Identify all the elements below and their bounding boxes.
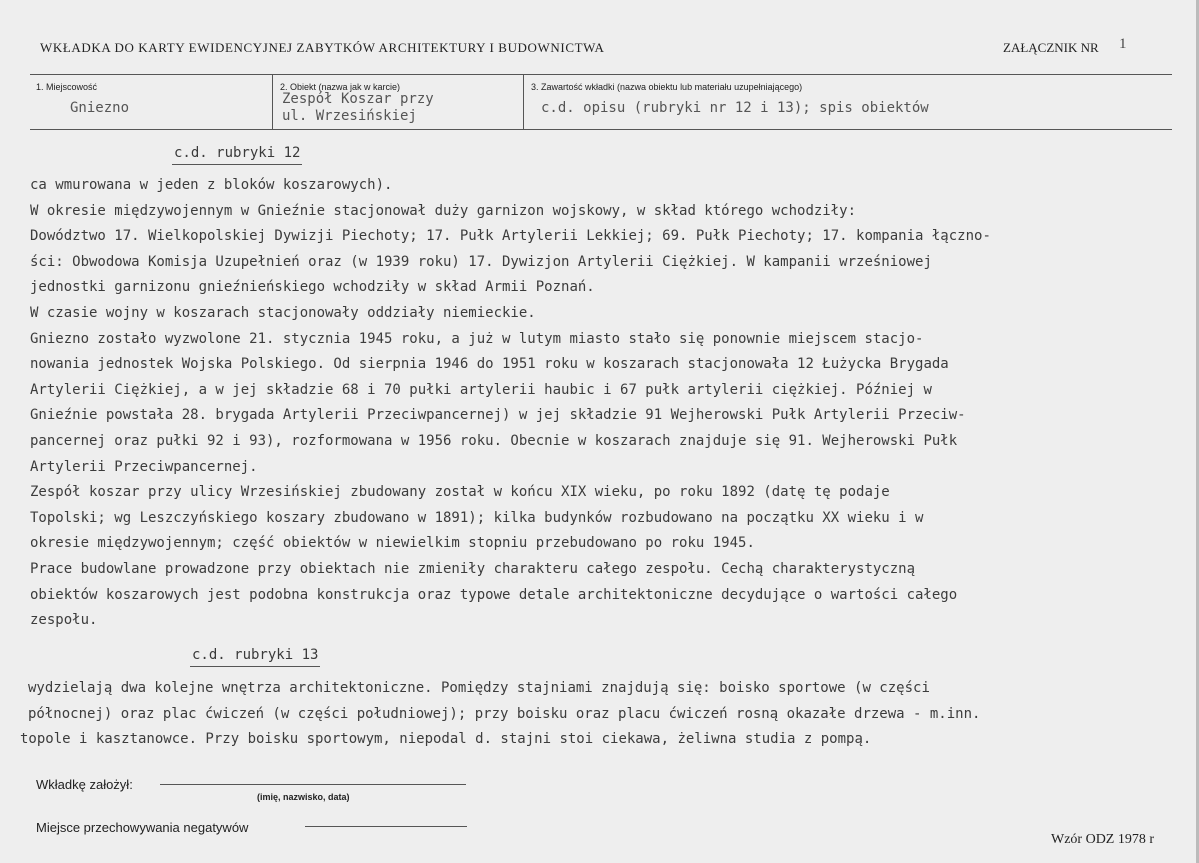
content-label: 3. Zawartość wkładki (nazwa obiektu lub materiału uzupełniającego) [531, 82, 803, 92]
locality-value: Gniezno [70, 100, 130, 116]
text-line: nowania jednostek Wojska Polskiego. Od sierpnia 1946 do 1951 roku w koszarach stacjonowała 12 Łużycka Brygada [30, 356, 949, 373]
object-value-line2: ul. Wrzesińskiej [282, 108, 417, 124]
text-line: wydzielają dwa kolejne wnętrza architektoniczne. Pomiędzy stajniami znajdują się: boisko sportowe (w części [28, 680, 930, 696]
text-line: zespołu. [30, 612, 98, 629]
text-line: Prace budowlane prowadzone przy obiektach nie zmieniły charakteru całego zespołu. Cechą charakterystyczną [30, 560, 916, 577]
text-line: topole i kasztanowce. Przy boisku sportowym, niepodal d. stajni stoi ciekawa, żeliwna studia z pompą. [20, 731, 872, 748]
section12-heading-text: c.d. rubryki 12 [172, 145, 302, 165]
storage-line [305, 826, 467, 827]
text-line: Zespół koszar przy ulicy Wrzesińskiej zbudowany został w końcu XIX wieku, po roku 1892 (datę tę podaje [30, 484, 890, 501]
field-divider-1 [272, 74, 273, 130]
text-line: okresie międzywojennym; część obiektów w niewielkim stopniu przebudowano po roku 1945. [30, 535, 755, 552]
text-line: północnej) oraz plac ćwiczeń (w części południowej); przy boisku oraz placu ćwiczeń rosną okazałe drzewa - m.inn. [28, 705, 981, 722]
locality-label: 1. Miejscowość [36, 82, 98, 92]
created-by-label: Wkładkę założył: [36, 777, 133, 792]
section13-heading [190, 647, 320, 663]
section12-body [30, 173, 1180, 634]
text-line: obiektów koszarowych jest podobna konstrukcja oraz typowe detale architektoniczne decydujące o wartości całego [30, 586, 958, 603]
field-divider-2 [523, 74, 524, 130]
text-line: Dowództwo 17. Wielkopolskiej Dywizji Piechoty; 17. Pułk Artylerii Lekkiej; 69. Pułk Piechoty; 17. kompania łączno- [30, 228, 991, 245]
header-bottom-rule [30, 129, 1172, 130]
text-line: jednostki garnizonu gnieźnieńskiego wchodziły w skład Armii Poznań. [30, 279, 595, 296]
text-line: ści: Obwodowa Komisja Uzupełnień oraz (w 1939 roku) 17. Dywizjon Artylerii Ciężkiej. W kampanii wrześniowej [30, 253, 932, 270]
text-line: W czasie wojny w koszarach stacjonowały oddziały niemieckie. [30, 304, 536, 321]
content-value: c.d. opisu (rubryki nr 12 i 13); spis obiektów [541, 100, 929, 116]
created-by-line [160, 784, 466, 785]
created-by-hint: (imię, nazwisko, data) [257, 792, 350, 802]
section12-heading [172, 145, 302, 161]
attachment-label: ZAŁĄCZNIK NR [1003, 40, 1099, 55]
attachment-number: 1 [1119, 36, 1127, 52]
text-line: pancernej oraz pułki 92 i 93), rozformowana w 1956 roku. Obecnie w koszarach znajduje się 91. Wejherowski Pułk [30, 432, 958, 449]
section13-heading-text: c.d. rubryki 13 [190, 647, 320, 667]
form-code: Wzór ODZ 1978 r [1051, 832, 1155, 847]
text-line: Gnieźnie powstała 28. brygada Artylerii Przeciwpancernej) w jej składzie 91 Wejherowski Pułk Artylerii Przeciw- [30, 407, 966, 424]
text-line: Gniezno zostało wyzwolone 21. stycznia 1945 roku, a już w lutym miasto stało się ponownie miejscem stacjo- [30, 330, 924, 347]
text-line: W okresie międzywojennym w Gnieźnie stacjonował duży garnizon wojskowy, w skład którego wchodziły: [30, 202, 857, 219]
storage-label: Miejsce przechowywania negatywów [36, 820, 249, 835]
header-top-rule [30, 74, 1172, 75]
text-line: Topolski; wg Leszczyńskiego koszary zbudowano w 1891); kilka budynków rozbudowano na początku XX wieku i w [30, 509, 924, 526]
text-line: Artylerii Przeciwpancernej. [30, 458, 258, 475]
text-line: ca wmurowana w jeden z bloków koszarowych). [30, 177, 393, 193]
section13-body [20, 676, 1178, 753]
text-line: Artylerii Ciężkiej, a w jej składzie 68 i 70 pułki artylerii haubic i 67 pułk artylerii ciężkiej. Później w [30, 381, 932, 398]
object-label: 2. Obiekt (nazwa jak w karcie) [280, 82, 401, 92]
object-value-line1: Zespół Koszar przy [282, 91, 434, 107]
form-title: WKŁADKA DO KARTY EWIDENCYJNEJ ZABYTKÓW ARCHITEKTURY I BUDOWNICTWA [40, 40, 605, 55]
